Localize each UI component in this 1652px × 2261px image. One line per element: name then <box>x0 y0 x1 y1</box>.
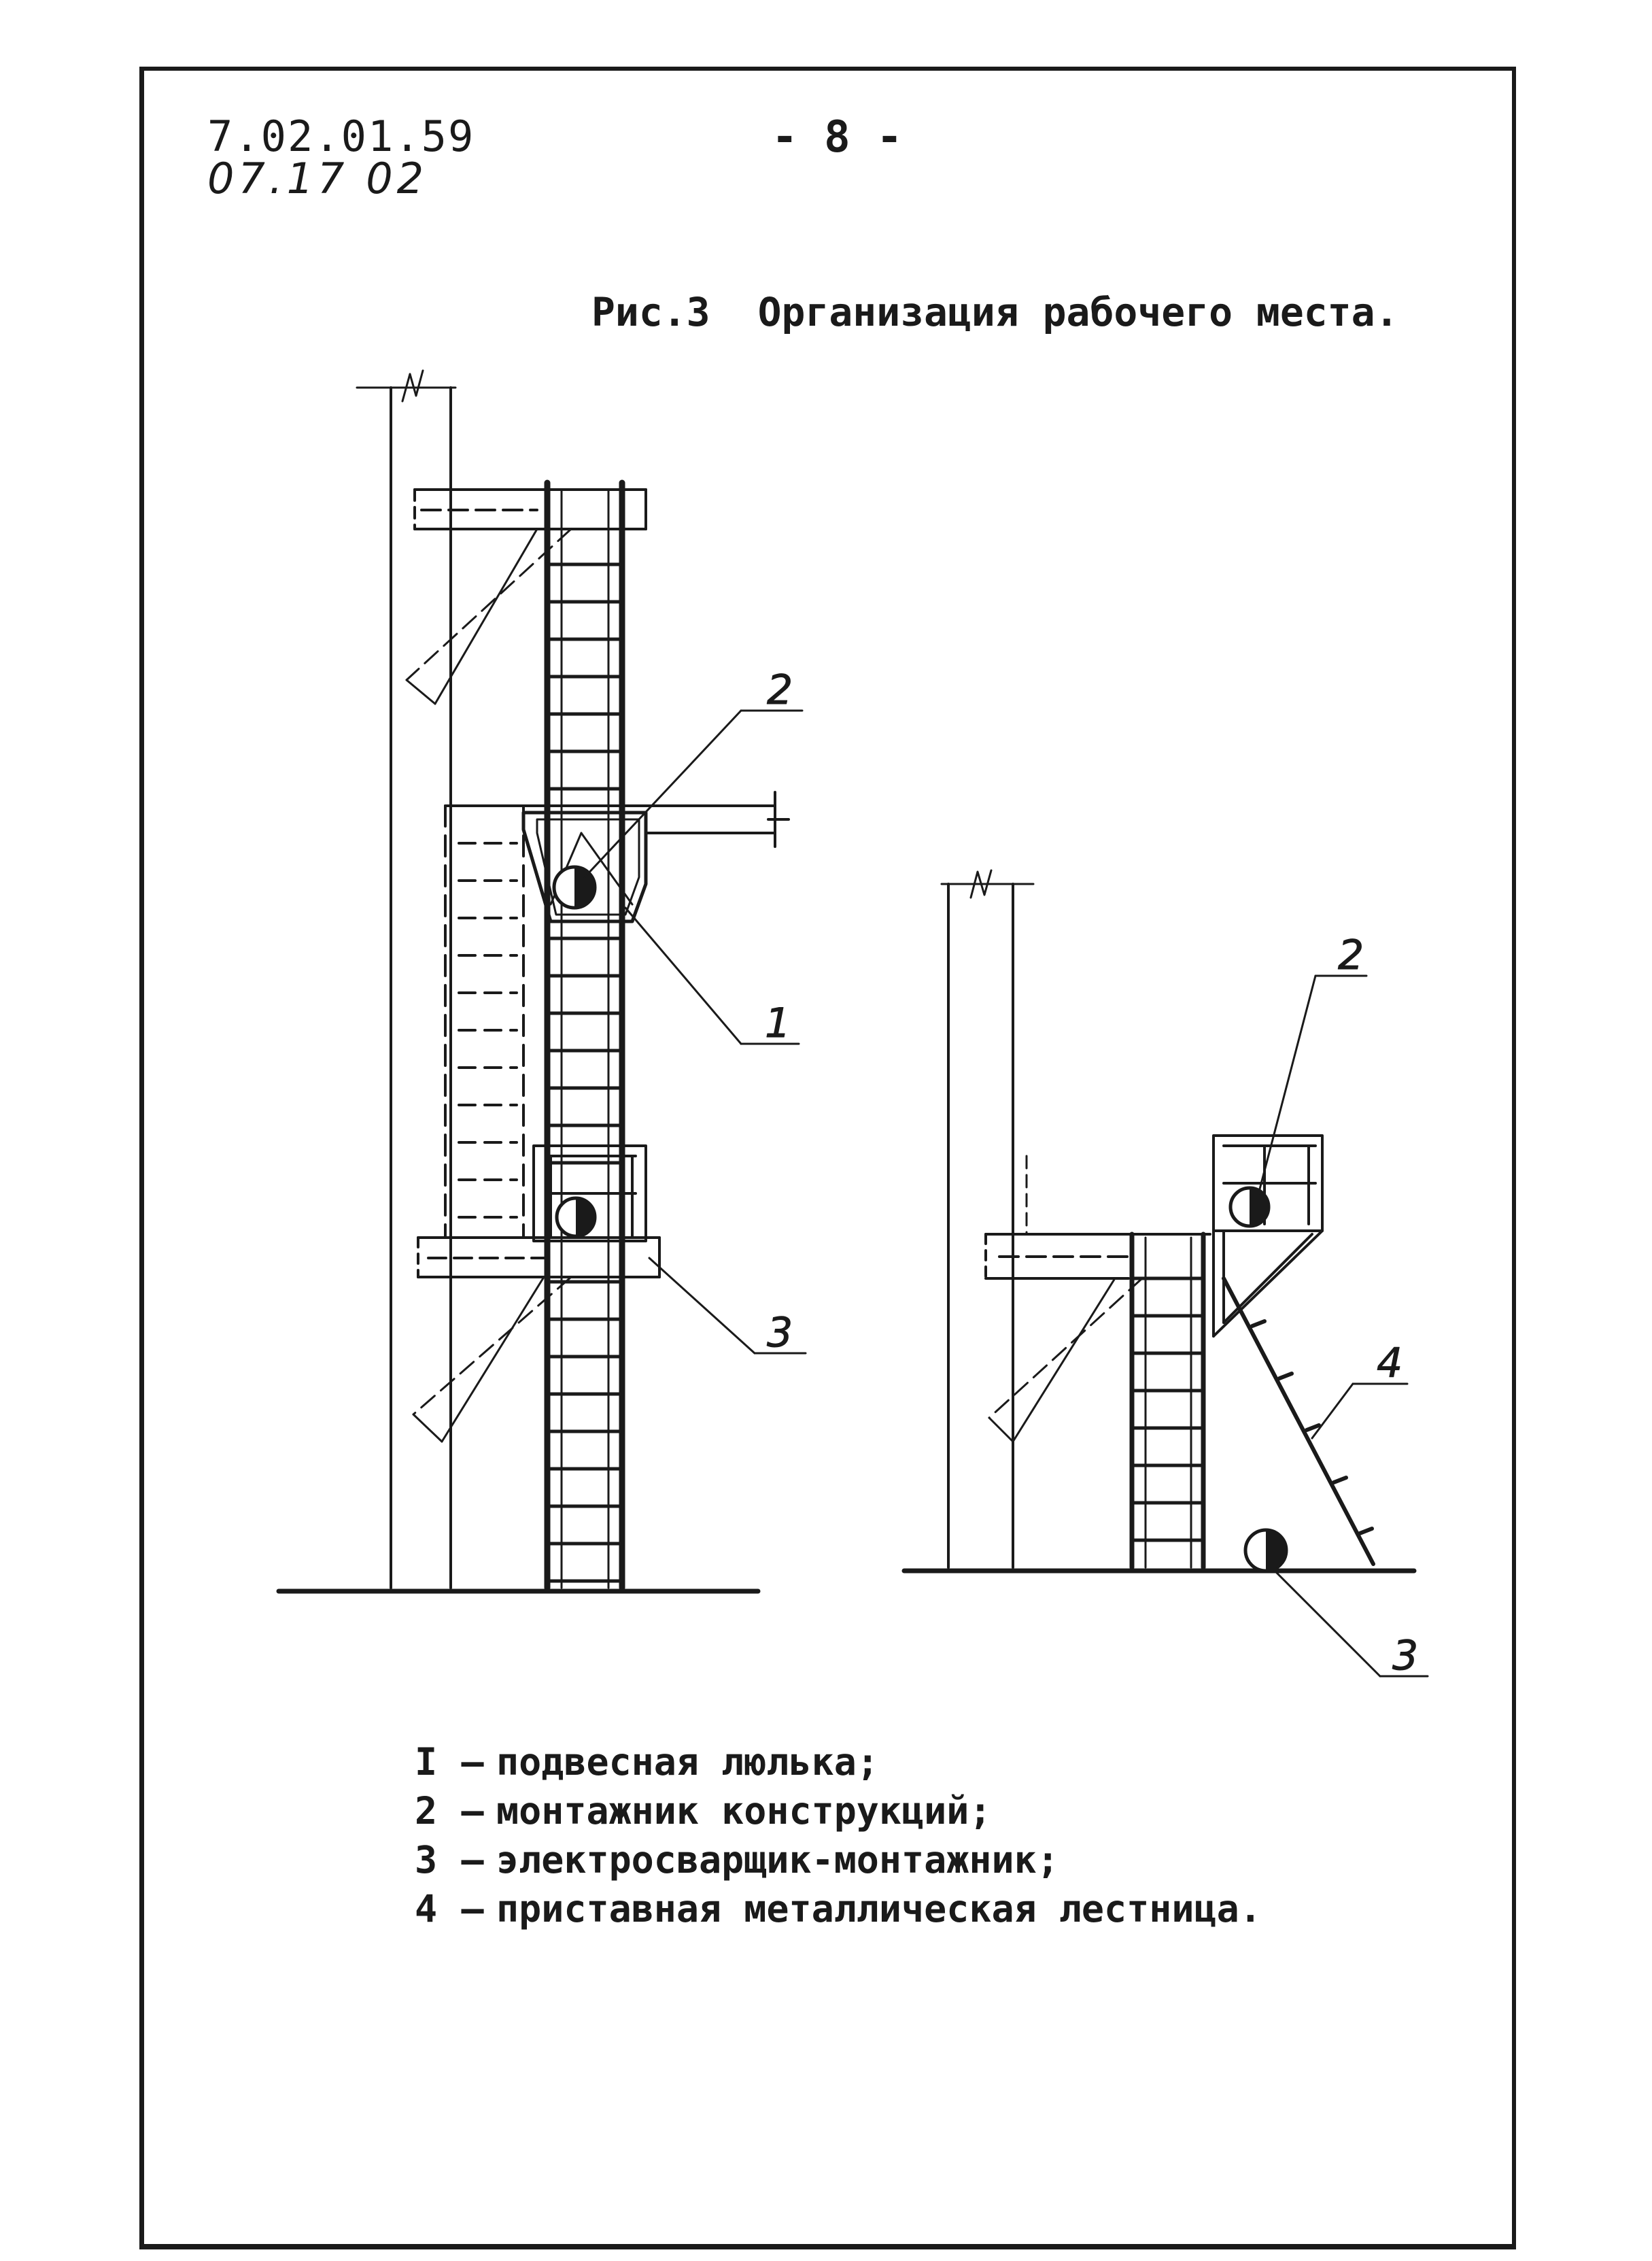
left-callout-3: 3 <box>767 1309 793 1357</box>
document-code-handwritten: 07.17 02 <box>207 154 428 203</box>
worker-3-right-symbol <box>1245 1530 1286 1571</box>
document-code: 7.02.01.59 <box>207 112 475 161</box>
legend-dash: – <box>461 1740 484 1784</box>
right-callout-3: 3 <box>1392 1632 1419 1680</box>
right-ladder <box>1132 1234 1203 1567</box>
legend-dash: – <box>461 1887 484 1931</box>
left-callout-2: 2 <box>767 666 793 714</box>
legend-item <box>415 1884 1262 1933</box>
left-assembly <box>279 371 806 1591</box>
legend <box>415 1737 1262 1933</box>
right-callout-4: 4 <box>1377 1340 1403 1387</box>
leaning-metal-ladder <box>1224 1278 1373 1564</box>
right-column <box>942 870 1033 1567</box>
legend-item-text: приставная металлическая лестница. <box>496 1887 1262 1931</box>
right-platform-bracket <box>1214 1231 1322 1336</box>
left-callout-1: 1 <box>765 1000 791 1047</box>
page-number: - 8 - <box>772 112 903 163</box>
figure-title: Организация рабочего места. <box>757 289 1399 335</box>
worker-2-right-symbol <box>1231 1188 1269 1226</box>
left-dashed-panel <box>445 806 523 1238</box>
legend-item <box>415 1786 1262 1835</box>
legend-item <box>415 1835 1262 1884</box>
legend-item-number: 4 <box>415 1887 438 1931</box>
left-column <box>357 371 455 1588</box>
legend-dash: – <box>461 1789 484 1833</box>
legend-item-text: подвесная люлька; <box>496 1740 879 1784</box>
left-ladder <box>547 483 622 1588</box>
legend-item-text: монтажник конструкций; <box>496 1789 992 1833</box>
legend-item-text: электросварщик-монтажник; <box>496 1838 1059 1882</box>
worker-3-left-symbol <box>557 1198 595 1236</box>
legend-dash: – <box>461 1838 484 1882</box>
legend-item-number: I <box>415 1740 438 1784</box>
right-assembly <box>904 870 1428 1680</box>
right-callout-2: 2 <box>1338 932 1364 979</box>
legend-item-number: 3 <box>415 1838 438 1882</box>
legend-item <box>415 1737 1262 1786</box>
legend-item-number: 2 <box>415 1789 438 1833</box>
figure-label: Рис.3 <box>591 289 710 335</box>
right-beam <box>986 1234 1210 1278</box>
